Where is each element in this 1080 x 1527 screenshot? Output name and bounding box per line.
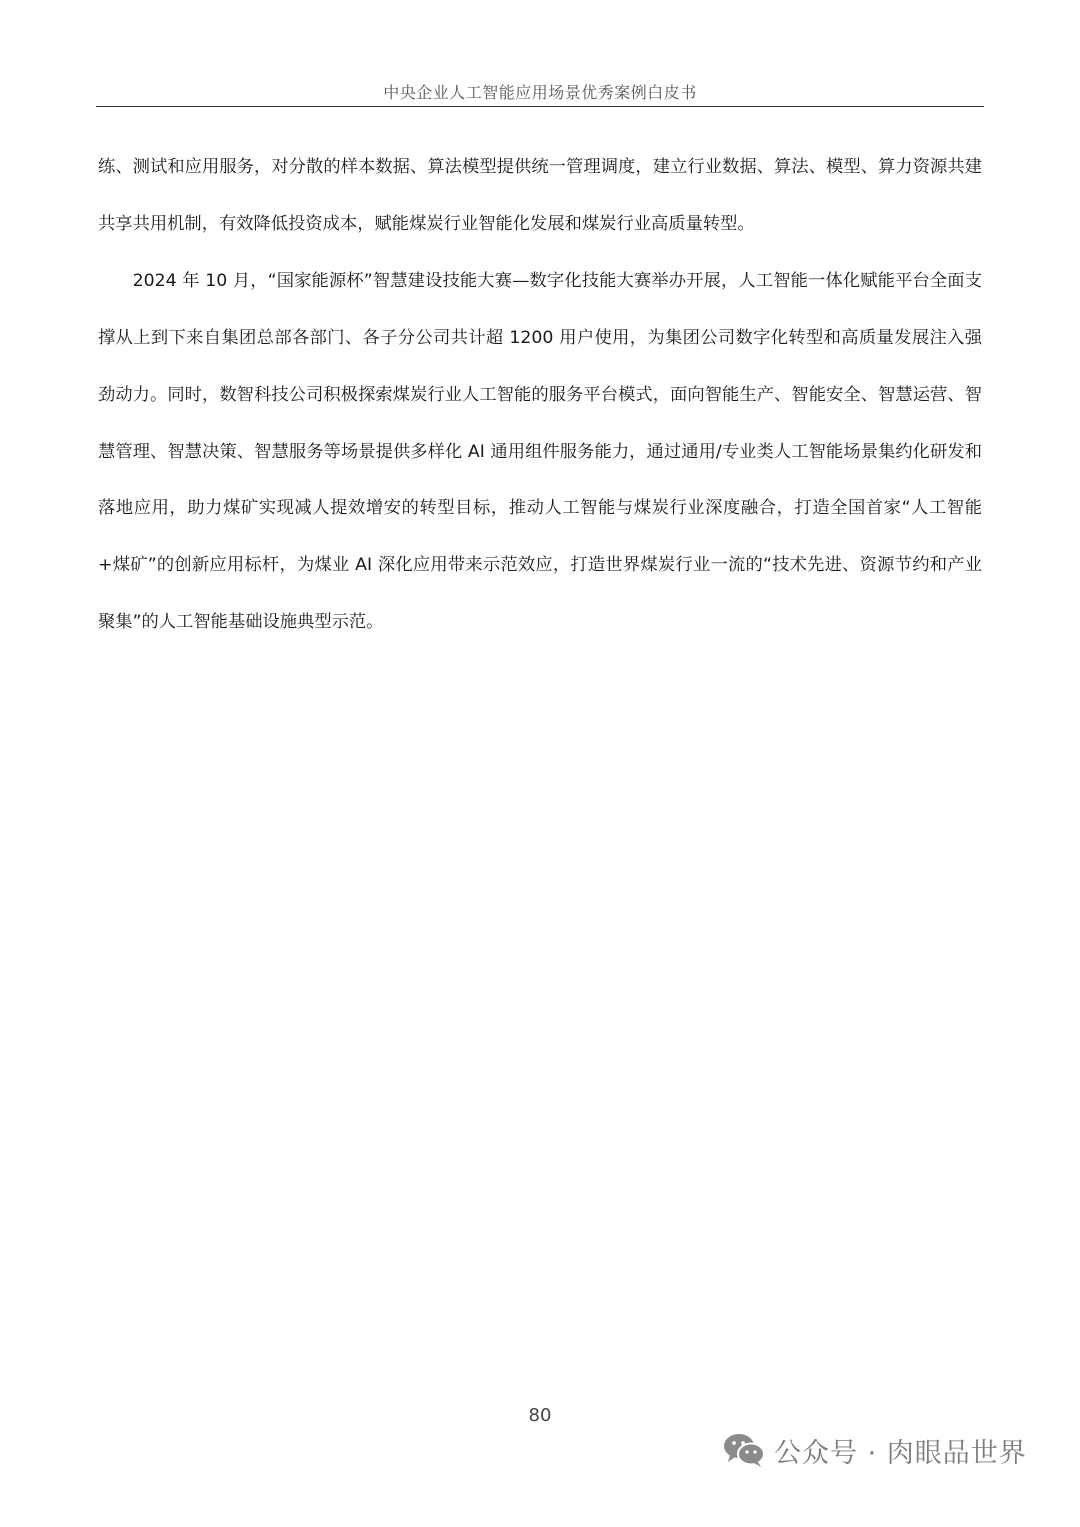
page-number: 80 [528,1405,552,1426]
watermark-text: 公众号 · 肉眼品世界 [774,1437,1027,1469]
wechat-icon [722,1432,766,1468]
paragraph-2024-competition: 2024 年 10 月，“国家能源杯”智慧建设技能大赛—数字化技能大赛举办开展，人工智能一体化赋能平台全面支撑从上到下来自集团总部各部门、各子分公司共计超 1200 用户使用，为集团公司数字化转型和高质量发展注入强劲动力。同时，数智科技公司积极探索煤炭行业人工智能的服务平台模式，面向智能生产、智能安全、智慧运营、智慧管理、智慧决策、智慧服务等场景提供多样化 AI 通用组件服务能力，通过通用/专业类人工智能场景集约化研发和落地应用，助力煤矿实现减人提效增安的转型目标，推动人工智能与煤炭行业深度融合，打造全国首家“人工智能+煤矿”的创新应用标杆，为煤业 AI 深化应用带来示范效应，打造世界煤炭行业一流的“技术先进、资源节约和产业聚集”的人工智能基础设施典型示范。 [98,270,982,633]
header-divider [96,106,984,107]
watermark [722,1430,1027,1470]
running-header-title: 中央企业人工智能应用场景优秀案例白皮书 [383,83,697,102]
paragraph-continued: 练、测试和应用服务，对分散的样本数据、算法模型提供统一管理调度，建立行业数据、算法、模型、算力资源共建共享共用机制，有效降低投资成本，赋能煤炭行业智能化发展和煤炭行业高质量转型。 [98,157,982,234]
body-text [98,139,982,651]
